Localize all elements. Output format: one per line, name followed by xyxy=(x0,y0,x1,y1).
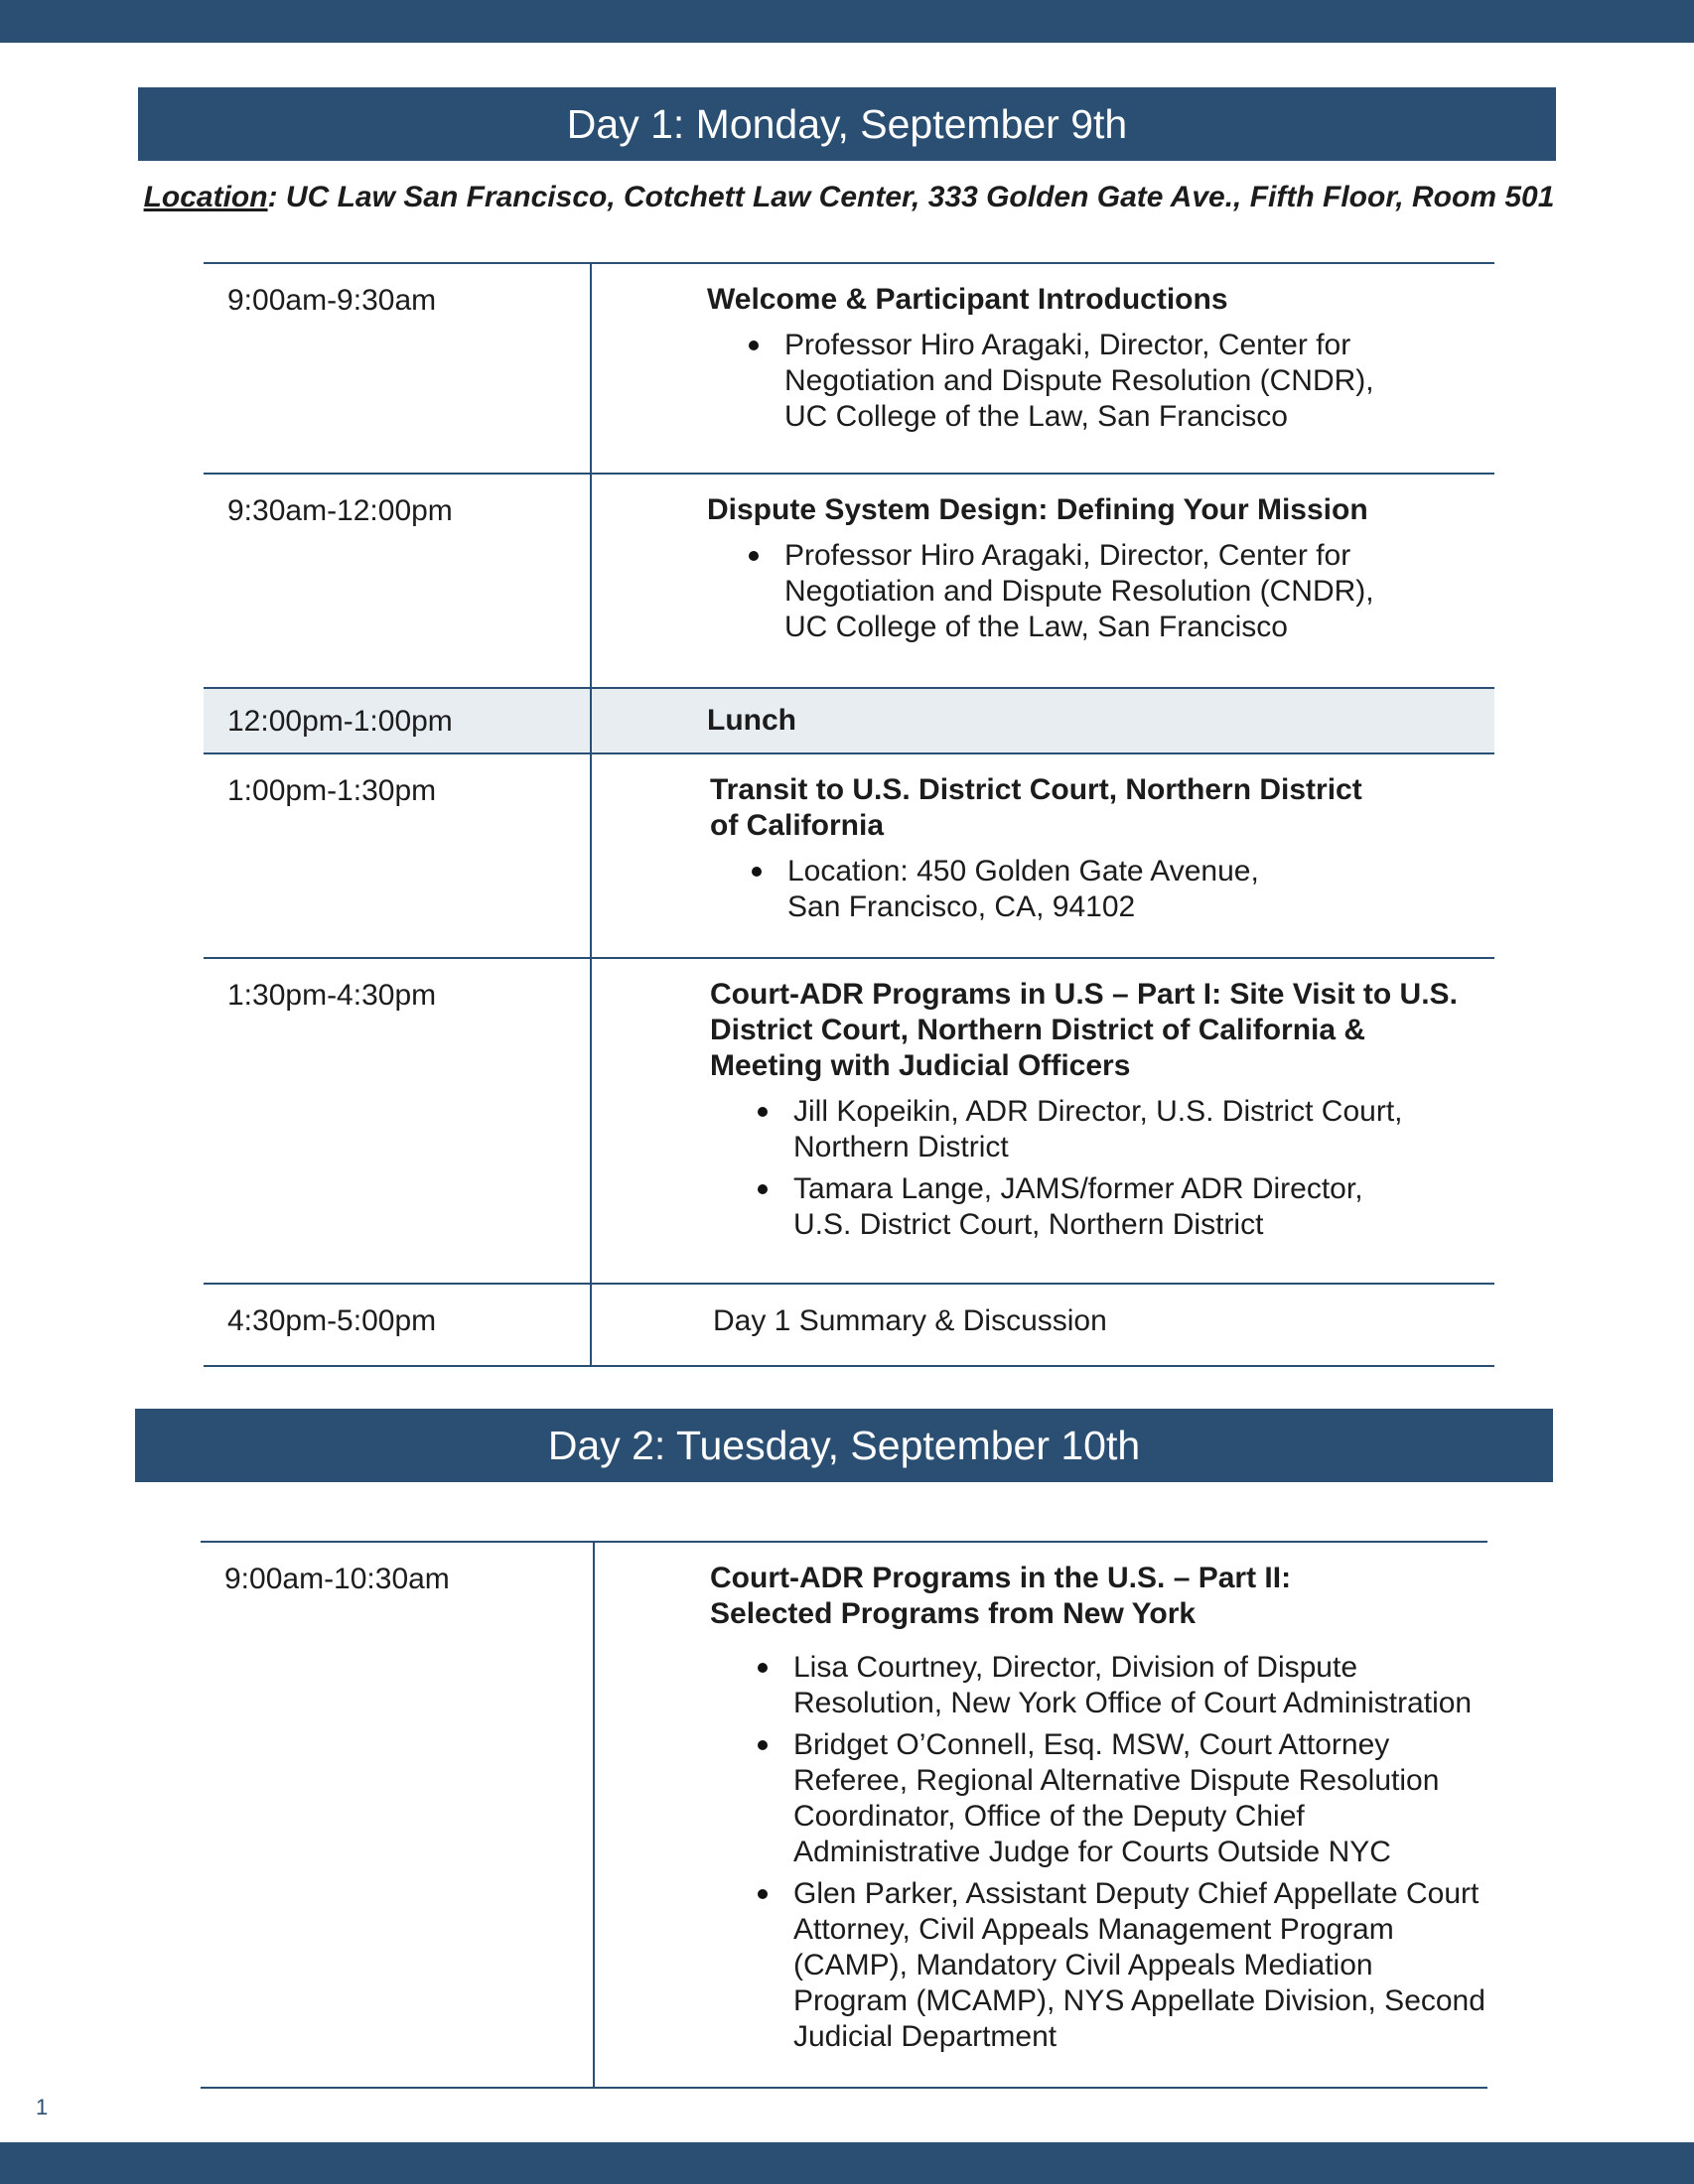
session-details xyxy=(591,688,1494,753)
session-time: 9:00am-10:30am xyxy=(201,1542,594,2088)
session-title: Transit to U.S. District Court, Northern District of California xyxy=(710,773,1362,842)
speaker-list xyxy=(595,1650,1485,2055)
speaker-item: Professor Hiro Aragaki, Director, Center for Negotiation and Dispute Resolution (CNDR), UC College of the Law, San Francisco xyxy=(784,328,1420,435)
session-details xyxy=(591,958,1494,1284)
session-title-line2: Selected Programs from New York xyxy=(710,1597,1197,1630)
speaker-item: Jill Kopeikin, ADR Director, U.S. District Court, Northern District xyxy=(793,1094,1469,1165)
speaker-item: Bridget O’Connell, Esq. MSW, Court Attorney Referee, Regional Alternative Dispute Resolution Coordinator, Office of the Deputy Chief Administrative Judge for Courts Outside NYC xyxy=(793,1727,1479,1870)
day2-schedule-table xyxy=(201,1541,1487,2089)
session-title: Lunch xyxy=(707,704,796,737)
page-number: 1 xyxy=(36,2095,49,2119)
session-title: Court-ADR Programs in U.S – Part I: Site Visit to U.S. District Court, Northern District of California & Meeting with Judicial Officers xyxy=(710,978,1458,1082)
session-title-line1: Court-ADR Programs in the U.S. – Part II: xyxy=(710,1562,1292,1594)
session-time: 9:30am-12:00pm xyxy=(204,474,591,688)
speaker-list xyxy=(592,328,1475,435)
session-row xyxy=(204,958,1494,1284)
session-title: Day 1 Summary & Discussion xyxy=(713,1304,1107,1337)
session-row xyxy=(204,1284,1494,1366)
session-row xyxy=(204,474,1494,688)
session-time: 12:00pm-1:00pm xyxy=(204,688,591,753)
session-row xyxy=(204,753,1494,958)
session-row xyxy=(204,263,1494,474)
bottom-decorative-bar xyxy=(0,2142,1694,2184)
session-details xyxy=(594,1542,1487,2088)
session-details xyxy=(591,753,1494,958)
session-title: Welcome & Participant Introductions xyxy=(707,283,1228,316)
top-decorative-bar xyxy=(0,0,1694,43)
speaker-item: Glen Parker, Assistant Deputy Chief Appellate Court Attorney, Civil Appeals Management Program (CAMP), Mandatory Civil Appeals Mediation Program (MCAMP), NYS Appellate Division, Second Judicial Department xyxy=(793,1876,1488,2055)
speaker-list xyxy=(592,854,1475,925)
session-title: Dispute System Design: Defining Your Mission xyxy=(707,493,1368,526)
day1-location xyxy=(139,181,1559,214)
speaker-item: Location: 450 Golden Gate Avenue, San Francisco, CA, 94102 xyxy=(787,854,1304,925)
session-row xyxy=(201,1542,1487,2088)
day1-schedule-table xyxy=(204,262,1494,1367)
speaker-item: Tamara Lange, JAMS/former ADR Director, U.S. District Court, Northern District xyxy=(793,1171,1429,1243)
location-text: : UC Law San Francisco, Cotchett Law Center, 333 Golden Gate Ave., Fifth Floor, Room 501 xyxy=(267,181,1555,213)
speaker-list xyxy=(592,538,1475,645)
session-time: 4:30pm-5:00pm xyxy=(204,1284,591,1366)
session-time: 1:00pm-1:30pm xyxy=(204,753,591,958)
speaker-item: Professor Hiro Aragaki, Director, Center for Negotiation and Dispute Resolution (CNDR), UC College of the Law, San Francisco xyxy=(784,538,1420,645)
lunch-row xyxy=(204,688,1494,753)
session-time: 9:00am-9:30am xyxy=(204,263,591,474)
session-time: 1:30pm-4:30pm xyxy=(204,958,591,1284)
day2-header: Day 2: Tuesday, September 10th xyxy=(135,1409,1553,1482)
session-details xyxy=(591,1284,1494,1366)
session-details xyxy=(591,263,1494,474)
day1-header: Day 1: Monday, September 9th xyxy=(138,87,1556,161)
speaker-item: Lisa Courtney, Director, Division of Dispute Resolution, New York Office of Court Administration xyxy=(793,1650,1479,1721)
session-details xyxy=(591,474,1494,688)
speaker-list xyxy=(592,1094,1475,1243)
location-label: Location xyxy=(143,181,268,213)
